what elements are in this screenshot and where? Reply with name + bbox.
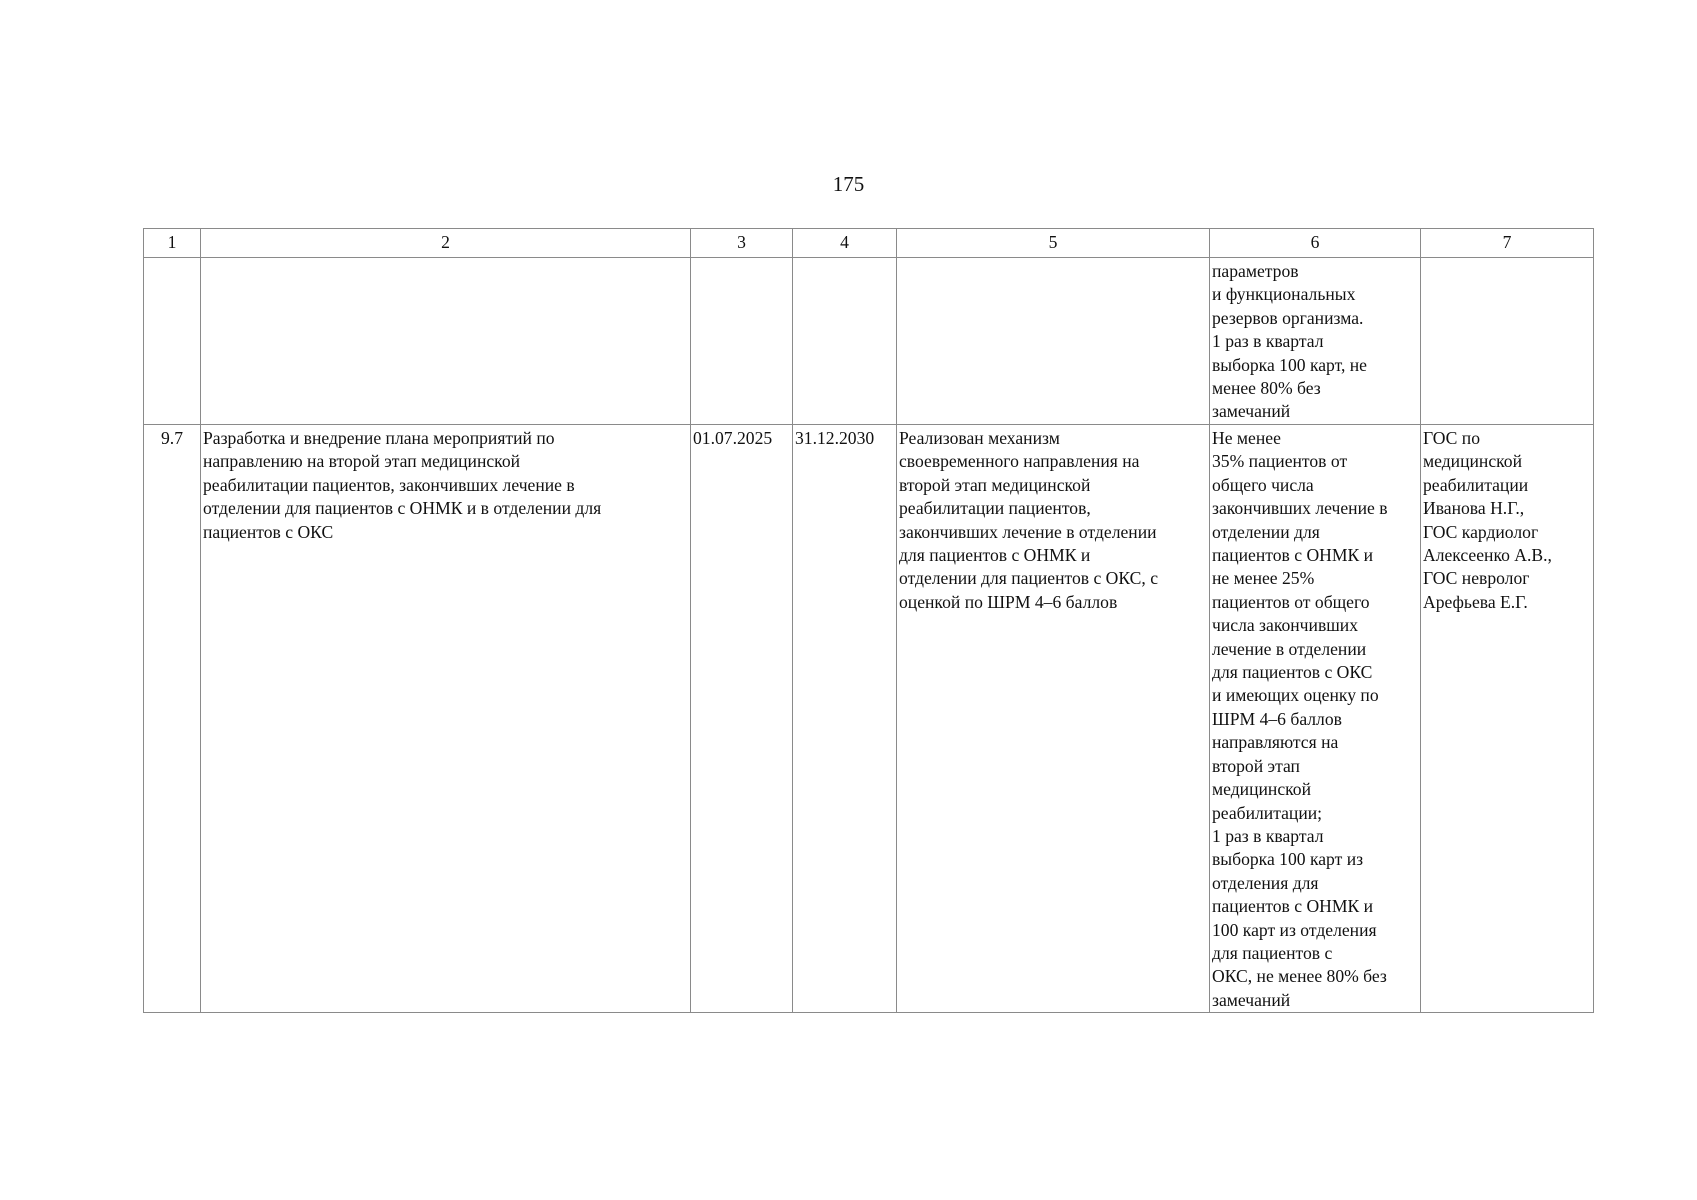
cell-result: Реализован механизм своевременного направления на второй этап медицинской реабилитации пациентов, закончивших лечение в отделении для пациентов с ОНМК и отделении для пациентов с ОКС, с оценкой по ШРМ 4–6 баллов	[897, 425, 1210, 1013]
cell-start-date: 01.07.2025	[691, 425, 793, 1013]
table-header-row	[144, 229, 1594, 258]
cell-indicator: параметров и функциональных резервов организма. 1 раз в квартал выборка 100 карт, не менее 80% без замечаний	[1210, 258, 1421, 425]
column-header-7: 7	[1421, 229, 1594, 258]
column-header-5: 5	[897, 229, 1210, 258]
cell-responsible: ГОС по медицинской реабилитации Иванова Н.Г., ГОС кардиолог Алексеенко А.В., ГОС невролог Арефьева Е.Г.	[1421, 425, 1594, 1013]
column-header-6: 6	[1210, 229, 1421, 258]
plan-table	[143, 228, 1594, 1013]
column-header-4: 4	[793, 229, 897, 258]
cell-number: 9.7	[144, 425, 201, 1013]
cell-activity	[201, 258, 691, 425]
cell-number	[144, 258, 201, 425]
column-header-2: 2	[201, 229, 691, 258]
cell-end-date: 31.12.2030	[793, 425, 897, 1013]
cell-activity: Разработка и внедрение плана мероприятий по направлению на второй этап медицинской реабилитации пациентов, закончивших лечение в отделении для пациентов с ОНМК и в отделении для пациентов с ОКС	[201, 425, 691, 1013]
cell-start-date	[691, 258, 793, 425]
table-row-continued	[144, 258, 1594, 425]
column-header-1: 1	[144, 229, 201, 258]
table-row-9-7	[144, 425, 1594, 1013]
page-number: 175	[832, 172, 865, 196]
cell-end-date	[793, 258, 897, 425]
cell-result	[897, 258, 1210, 425]
cell-responsible	[1421, 258, 1594, 425]
column-header-3: 3	[691, 229, 793, 258]
cell-indicator: Не менее 35% пациентов от общего числа закончивших лечение в отделении для пациентов с ОНМК и не менее 25% пациентов от общего числа закончивших лечение в отделении для пациентов с ОКС и имеющих оценку по ШРМ 4–6 баллов направляются на второй этап медицинской реабилитации; 1 раз в квартал выборка 100 карт из отделения для пациентов с ОНМК и 100 карт из отделения для пациентов с ОКС, не менее 80% без замечаний	[1210, 425, 1421, 1013]
